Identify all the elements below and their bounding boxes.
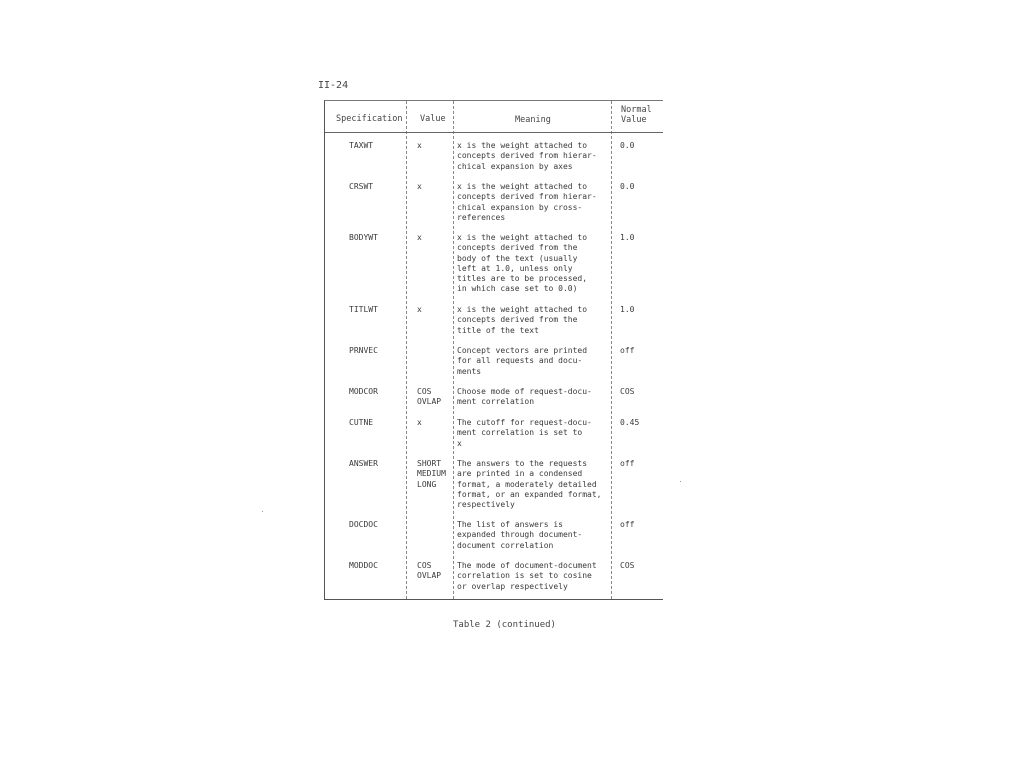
spec-cell: MODCOR — [349, 387, 378, 396]
value-cell: x — [417, 182, 422, 191]
value-cell: COS OVLAP — [417, 561, 442, 581]
meaning-cell: The list of answers is expanded through document- document correlation — [457, 520, 583, 550]
spec-cell: MODDOC — [349, 561, 378, 570]
column-divider — [453, 101, 454, 599]
meaning-cell: x is the weight attached to concepts derived from hierar- chical expansion by axes — [457, 141, 597, 171]
specification-table — [324, 100, 663, 600]
table-caption: Table 2 (continued) — [453, 620, 556, 630]
value-cell: SHORT MEDIUM LONG — [417, 459, 446, 489]
column-divider — [406, 101, 407, 599]
meaning-cell: Choose mode of request-docu- ment correlation — [457, 387, 592, 407]
spec-cell: BODYWT — [349, 233, 378, 242]
header-meaning: Meaning — [515, 115, 551, 125]
normal-value-cell: 1.0 — [620, 305, 635, 314]
normal-value-cell: off — [620, 459, 635, 468]
spec-cell: CUTNE — [349, 418, 374, 427]
scan-speck — [262, 511, 263, 512]
spec-cell: PRNVEC — [349, 346, 378, 355]
spec-cell: ANSWER — [349, 459, 378, 468]
meaning-cell: x is the weight attached to concepts derived from hierar- chical expansion by cross- references — [457, 182, 597, 222]
header-separator — [325, 132, 663, 133]
meaning-cell: Concept vectors are printed for all requests and docu- ments — [457, 346, 588, 376]
value-cell: x — [417, 305, 422, 314]
meaning-cell: The answers to the requests are printed in a condensed format, a moderately detailed format, or an expanded format, respectively — [457, 459, 602, 510]
normal-value-cell: 0.45 — [620, 418, 640, 427]
header-normal-value: Normal Value — [621, 105, 652, 125]
spec-cell: CRSWT — [349, 182, 374, 191]
meaning-cell: x is the weight attached to concepts derived from the title of the text — [457, 305, 588, 335]
column-divider — [611, 101, 612, 599]
normal-value-cell: 1.0 — [620, 233, 635, 242]
scan-speck — [680, 481, 681, 482]
normal-value-cell: 0.0 — [620, 182, 635, 191]
meaning-cell: The mode of document-document correlation is set to cosine or overlap respectively — [457, 561, 597, 591]
normal-value-cell: COS — [620, 561, 635, 570]
spec-cell: TAXWT — [349, 141, 374, 150]
normal-value-cell: COS — [620, 387, 635, 396]
header-specification: Specification — [336, 114, 403, 124]
value-cell: x — [417, 141, 422, 150]
spec-cell: TITLWT — [349, 305, 378, 314]
value-cell: x — [417, 233, 422, 242]
normal-value-cell: 0.0 — [620, 141, 635, 150]
normal-value-cell: off — [620, 520, 635, 529]
meaning-cell: x is the weight attached to concepts derived from the body of the text (usually left at 1.0, unless only titles are to be processed, in which case set to 0.0) — [457, 233, 588, 294]
page-number: II-24 — [318, 80, 349, 91]
value-cell: x — [417, 418, 422, 427]
header-value: Value — [420, 114, 446, 124]
spec-cell: DOCDOC — [349, 520, 378, 529]
value-cell: COS OVLAP — [417, 387, 442, 407]
meaning-cell: The cutoff for request-docu- ment correlation is set to x — [457, 418, 592, 448]
normal-value-cell: off — [620, 346, 635, 355]
